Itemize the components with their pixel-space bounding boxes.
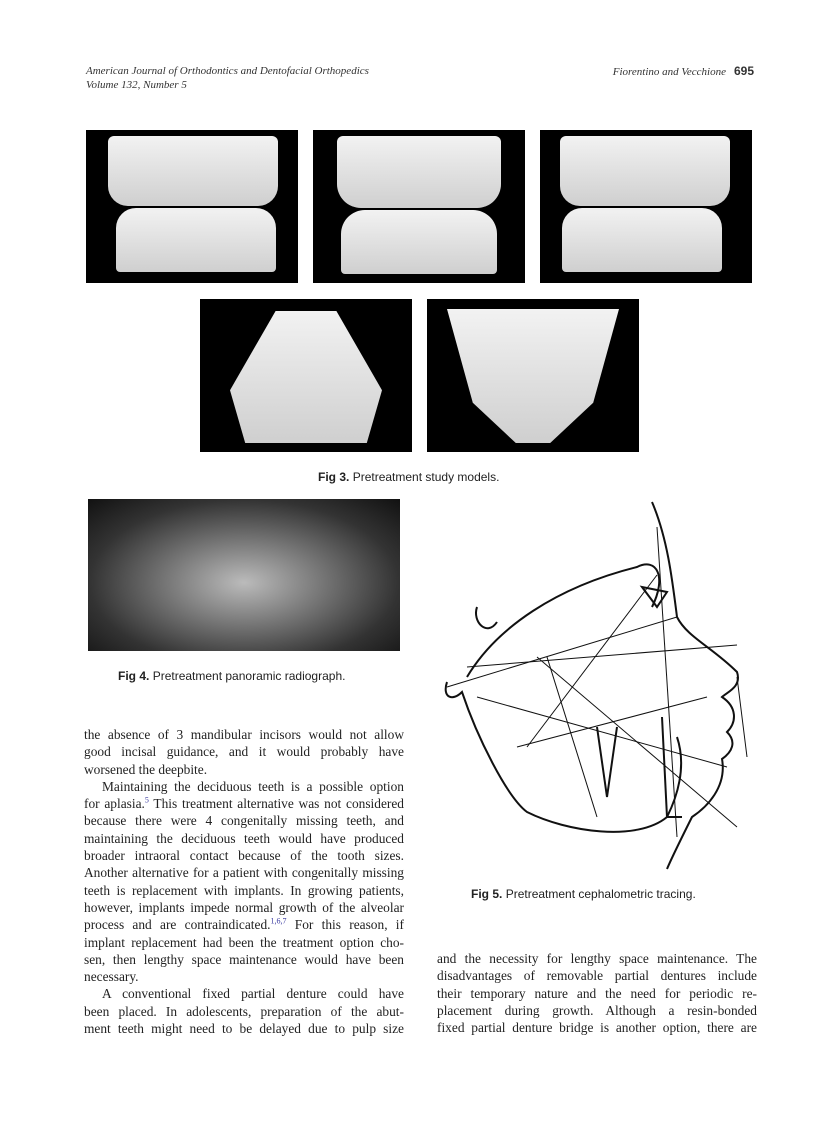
study-model-mandibular-occlusal	[427, 299, 639, 452]
text-segment: their temporary nature and the need for periodic re-	[437, 985, 757, 1001]
text-line	[84, 968, 404, 985]
citation-link[interactable]: 1,6,7	[270, 916, 287, 926]
text-segment: been placed. In adolescents, preparation of the abut-	[84, 1003, 404, 1019]
text-line	[437, 967, 757, 984]
body-text-right-column	[437, 950, 757, 1036]
text-line	[84, 743, 404, 760]
citation-link[interactable]: 5	[144, 795, 149, 805]
text-line	[84, 778, 404, 795]
text-segment: good incisal guidance, and it would probably have	[84, 744, 404, 760]
running-header-left	[86, 64, 369, 92]
study-model-right-view	[86, 130, 298, 283]
body-text-left-column	[84, 726, 404, 1037]
text-line	[84, 795, 404, 812]
text-segment: process and are contraindicated.	[84, 917, 271, 933]
text-line	[84, 934, 404, 951]
text-line	[84, 726, 404, 743]
text-segment: for aplasia.	[84, 796, 145, 812]
text-line	[84, 916, 404, 933]
fig4-caption-text: Pretreatment panoramic radiograph.	[152, 669, 346, 683]
text-line	[84, 1020, 404, 1037]
text-line	[84, 847, 404, 864]
text-segment: ment teeth might need to be delayed due to pulp size	[84, 1021, 404, 1037]
text-line	[437, 950, 757, 967]
text-line	[84, 951, 404, 968]
fig5-caption-text: Pretreatment cephalometric tracing.	[505, 887, 696, 901]
text-segment: For this reason, if	[286, 917, 404, 933]
text-segment: because there were 4 congenitally missing teeth, and	[84, 813, 404, 829]
text-segment: implant replacement had been the treatment option cho-	[84, 934, 404, 950]
text-segment: sen, then lengthy space maintenance would have been	[84, 951, 404, 967]
text-line	[84, 1003, 404, 1020]
study-model-left-view	[540, 130, 752, 283]
text-segment: teeth is replacement with implants. In growing patients,	[84, 882, 404, 898]
fig3-label: Fig 3.	[318, 470, 350, 484]
authors: Fiorentino and Vecchione	[612, 66, 726, 78]
text-line	[84, 830, 404, 847]
text-segment: broader intraoral contact because of the tooth sizes.	[84, 848, 404, 864]
text-line	[84, 812, 404, 829]
text-segment: the absence of 3 mandibular incisors would not allow	[84, 727, 404, 742]
fig5-caption	[471, 887, 696, 901]
panoramic-radiograph	[88, 499, 400, 651]
text-line	[437, 985, 757, 1002]
text-segment: Another alternative for a patient with congenitally missing	[84, 865, 404, 881]
text-segment: however, implants impede normal growth of the alveolar	[84, 899, 404, 915]
text-segment: worsened the deepbite.	[84, 761, 208, 777]
text-segment: necessary.	[84, 969, 139, 985]
text-segment: Maintaining the deciduous teeth is a possible option	[102, 778, 404, 794]
text-segment: fixed partial denture bridge is another option, there are	[437, 1020, 757, 1036]
text-segment: This treatment alternative was not considered	[148, 796, 404, 812]
text-segment: placement during growth. Although a resin-bonded	[437, 1002, 757, 1018]
text-line	[84, 899, 404, 916]
text-line	[437, 1002, 757, 1019]
fig3-caption-text: Pretreatment study models.	[352, 470, 500, 484]
text-segment: maintaining the deciduous teeth would have produced	[84, 830, 404, 846]
text-line	[437, 1019, 757, 1036]
study-model-maxillary-occlusal	[200, 299, 412, 452]
fig5-label: Fig 5.	[471, 887, 503, 901]
page-number: 695	[733, 64, 754, 78]
journal-title: American Journal of Orthodontics and Dentofacial Orthopedics	[86, 65, 369, 77]
fig3-caption	[318, 470, 499, 484]
running-header-right	[613, 64, 754, 79]
text-line	[84, 761, 404, 778]
text-line	[84, 985, 404, 1002]
text-segment: A conventional fixed partial denture could have	[102, 986, 404, 1002]
fig4-label: Fig 4.	[118, 669, 150, 683]
text-segment: and the necessity for lengthy space maintenance. The	[437, 951, 757, 966]
text-line	[84, 864, 404, 881]
cephalometric-tracing	[437, 497, 753, 872]
text-line	[84, 882, 404, 899]
text-segment: disadvantages of removable partial dentures include	[437, 968, 757, 984]
fig4-caption	[118, 669, 345, 683]
journal-volume: Volume 132, Number 5	[86, 79, 187, 91]
study-model-frontal-view	[313, 130, 525, 283]
